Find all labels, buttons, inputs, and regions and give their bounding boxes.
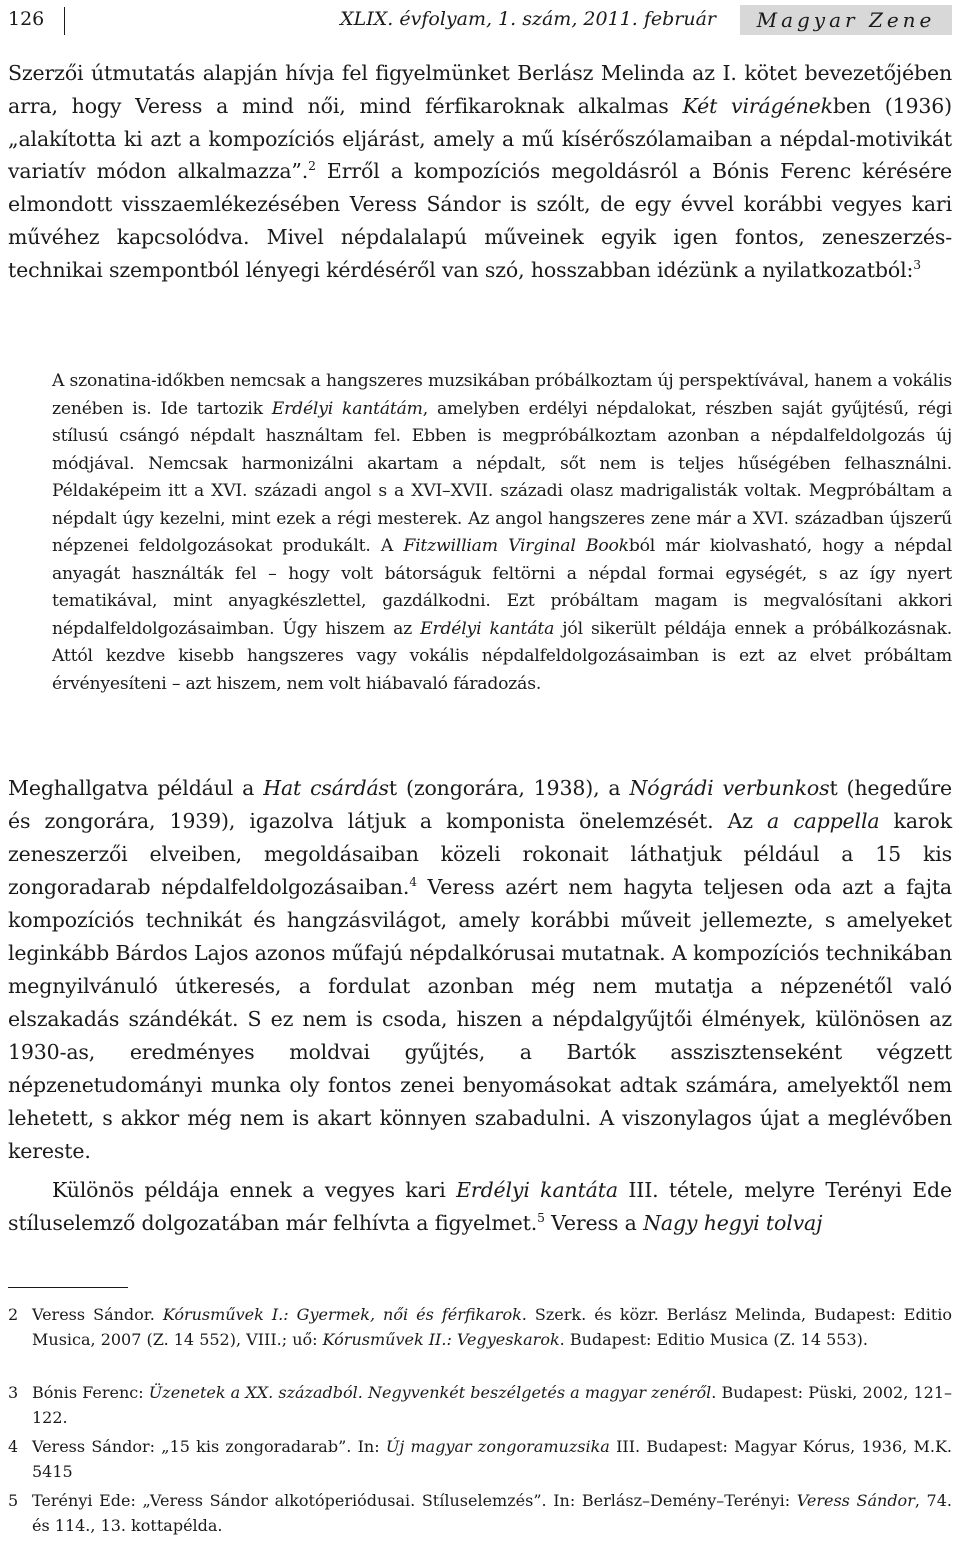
footnote-text [32, 1435, 952, 1484]
work-title: Erdélyi kantáta [456, 1178, 618, 1202]
work-title: Üzenetek a XX. századból. Negyvenkét beszélgetés a magyar zenéről [148, 1383, 712, 1402]
footnote-number: 4 [8, 1437, 19, 1456]
text-run: Veress Sándor: „15 kis zongoradarab”. In: [32, 1437, 386, 1456]
work-title: Új magyar zongoramuzsika [385, 1437, 610, 1456]
journal-title: Magyar Zene [740, 5, 952, 35]
text-run: Erről a kompozíciós megoldásról a Bónis Ferenc kérésére elmondott visszaemlékezésében Veress Sándor is szólt, de egy évvel korábbi vegyes kari művéhez kapcsolódva. Mivel népdalalapú műveinek egyik igen fontos, zeneszerzés-technikai szempontból lényegi kérdéséről van szó, hosszabban idézünk a nyilatkozatból: [8, 159, 952, 282]
text-run: Terényi Ede: „Veress Sándor alkotóperiódusai. Stíluselemzés”. In: Berlász–Demény–Terényi: [32, 1491, 797, 1510]
body-paragraph-1 [8, 57, 952, 287]
work-title: Erdélyi kantáta [420, 618, 555, 639]
body-paragraph-2 [8, 772, 952, 1168]
text-run: Veress azért nem hagyta teljesen oda azt a fajta kompozíciós technikát és hangzásvilágot, amely korábbi műveit jellemezte, s amelyeket leginkább Bárdos Lajos azonos műfajú népdalkórusai mutatnak. A kompozíciós technikában megnyilvánuló útkeresés, a fordulat azonban még nem mutatja a népzenétől való elszakadás szándékát. S ez nem is csoda, hiszen a népdalgyűjtői élmények, különösen az 1930-as, eredményes moldvai gyűjtés, a Bartók asszisztenseként végzett népzenetudományi munka oly fontos zenei benyomásokat adtak számára, amelyektől nem lehetett, s akkor még nem is akart könnyen szabadulni. A viszonylagos újat a meglévőben kereste. [8, 875, 952, 1163]
work-title: Veress Sándor [796, 1491, 915, 1510]
issue-info: XLIX. évfolyam, 1. szám, 2011. február [340, 8, 716, 30]
footnote-number: 2 [8, 1305, 19, 1324]
work-title: Két virágének [682, 93, 833, 118]
work-title: Kórusművek II.: Vegyeskarok [322, 1329, 560, 1349]
italic-term: a cappella [767, 809, 880, 833]
text-run: ben (1936) „alakította ki azt a kompozíciós eljárást, amely a mű kísérőszólamaiban a népdal-motivikát variatív módon alkalmazza”. [8, 93, 952, 184]
text-run: Veress Sándor. [32, 1305, 163, 1324]
work-title: Hat csárdás [263, 776, 389, 800]
header-divider [64, 7, 65, 35]
footnote-ref-3: 3 [913, 257, 921, 272]
text-run: Szerzői útmutatás alapján hívja fel figyelmünket Berlász Melinda az I. kötet bevezetőjében arra, hogy Veress a mind női, mind férfikaroknak alkalmas [8, 61, 952, 118]
text-run: , amelyben erdélyi népdalokat, részben saját gyűjtésű, régi stílusú csángó népdalt használtam fel. Ebben is megpróbálkoztam azonban a népdalfeldolgozás új módjával. Nemcsak harmonizálni akartam a népdalt, sőt nem is teljes hűségében felhasználni. Példaképeim itt a XVI. századi angol s a XVI–XVII. századi olasz madrigalisták voltak. Megpróbáltam a népdalt úgy kezelni, mint ezek a régi mesterek. Az angol hangszeres zene már a XVI. században újszerű népzenei feldolgozásokat produkált. A [52, 398, 952, 556]
footnote-text [32, 1381, 952, 1430]
footnote-rule [8, 1287, 128, 1288]
body-paragraph-3 [8, 1174, 952, 1240]
work-title: Fitzwilliam Virginal Book [403, 536, 629, 556]
work-title: Nagy hegyi tolvaj [643, 1211, 823, 1235]
text-run: t (zongorára, 1938), a [388, 776, 630, 800]
text-run: karok zeneszerzői elveiben, megoldásaiban közeli rokonait láthatjuk például a 15 kis zongoradarab népdalfeldolgozásaiban. [8, 809, 953, 899]
footnote-ref-2: 2 [308, 159, 316, 174]
footnote-number: 3 [8, 1383, 19, 1402]
work-title: Kórusművek I.: Gyermek, női és férfikarok [162, 1305, 522, 1324]
text-run: , 74. és 114., 13. kottapélda. [32, 1491, 952, 1535]
text-run: jól sikerült példája ennek a próbálkozásnak. Attól kezdve kisebb hangszeres vagy vokális népdalfeldolgozásaimban is ezt az elvet próbáltam érvényesíteni – azt hiszem, nem volt hiábavaló fáradozás. [52, 618, 952, 694]
text-run: . Szerk. és közr. Berlász Melinda, Budapest: Editio Musica, 2007 (Z. 14 552), VIII.; uő: [32, 1305, 953, 1349]
footnote-number: 5 [8, 1491, 19, 1510]
text-run: Veress a [544, 1211, 644, 1235]
work-title: Erdélyi kantátám [271, 398, 423, 419]
footnote-ref-4: 4 [409, 875, 417, 890]
footnote-ref-5: 5 [537, 1211, 545, 1226]
text-run: Bónis Ferenc: [32, 1383, 149, 1402]
text-run: III. Budapest: Magyar Kórus, 1936, M.K. 5415 [32, 1437, 952, 1481]
text-run: Meghallgatva például a [8, 776, 264, 800]
text-run: A szonatina-időkben nemcsak a hangszeres muzsikában próbálkoztam új perspektívával, hanem a vokális zenében is. Ide tartozik [52, 371, 952, 419]
text-run: . Budapest: Editio Musica (Z. 14 553). [559, 1329, 868, 1349]
text-run: . Budapest: Püski, 2002, 121–122. [32, 1383, 952, 1427]
block-quote [52, 368, 952, 698]
text-run: ból már kiolvasható, hogy a népdal anyagát használták fel – hogy volt bátorságuk feltörni a népdal formai egységét, s az így nyert tematikával, mint anyagkészlettel, gazdálkodni. Ezt próbáltam magam is megvalósítani akkori népdalfeldolgozásaimban. Úgy hiszem az [52, 536, 953, 639]
text-run: III. tétele, melyre Terényi Ede stíluselemző dolgozatában már felhívta a figyelmet. [8, 1178, 952, 1235]
footnote-text [32, 1489, 952, 1538]
text-run: t (hegedűre és zongorára, 1939), igazolva látjuk a komponista önelemzését. Az [8, 776, 953, 833]
page-number: 126 [8, 8, 45, 30]
text-run: Különös példája ennek a vegyes kari [52, 1178, 457, 1202]
footnote-text [32, 1303, 952, 1352]
work-title: Nógrádi verbunkos [629, 776, 830, 800]
